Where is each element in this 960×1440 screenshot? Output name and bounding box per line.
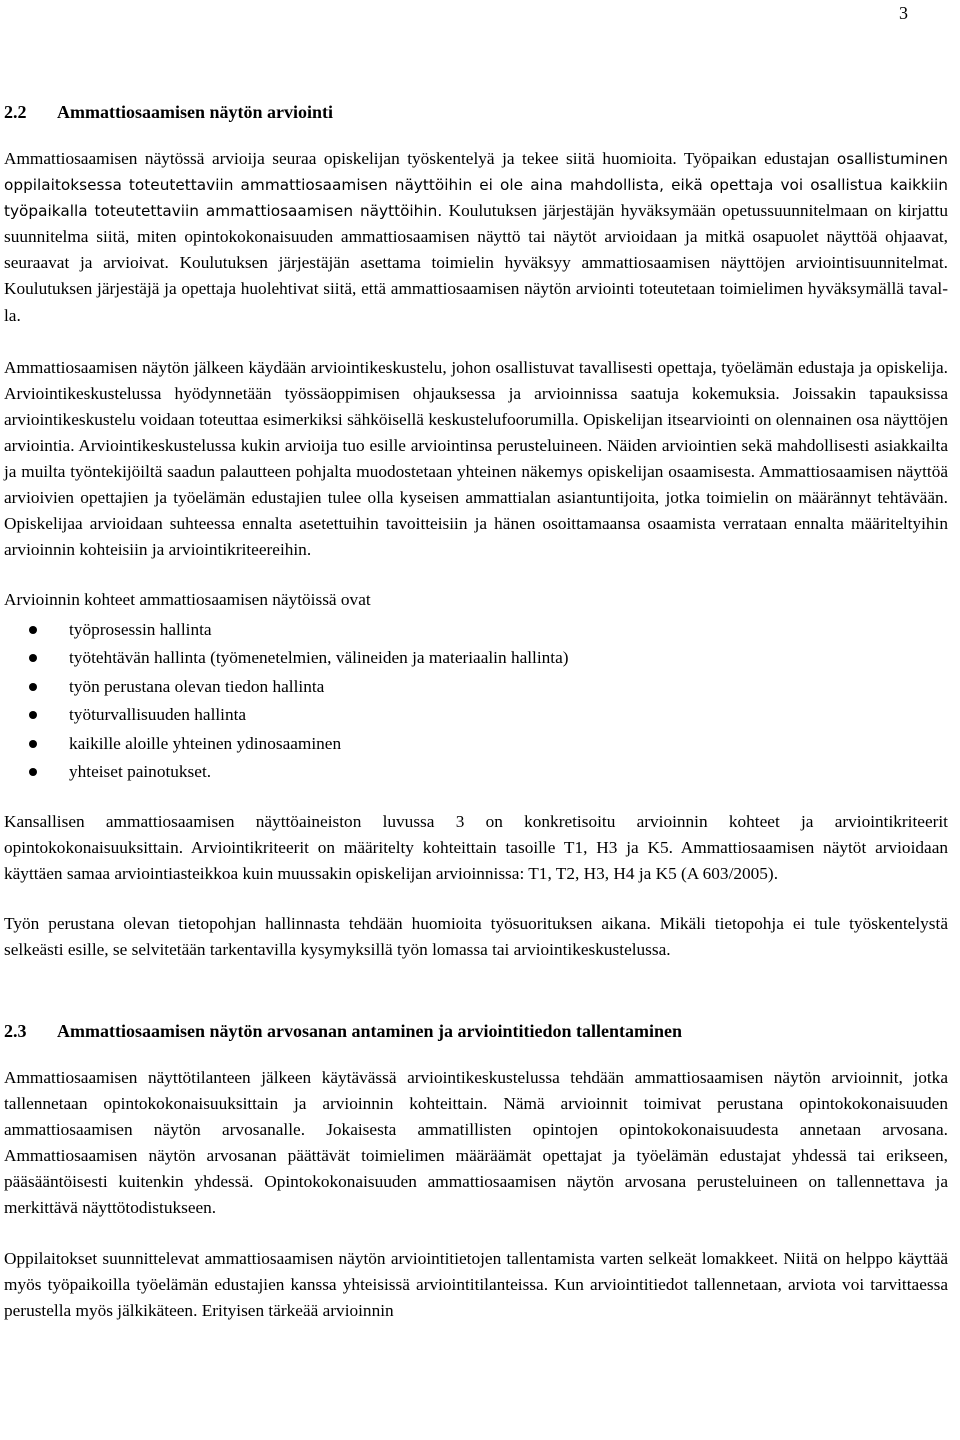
- list-item: työprosessin hallinta: [4, 616, 948, 645]
- page-number: 3: [899, 3, 908, 23]
- section-heading-2-2: [4, 100, 948, 124]
- list-intro: Arvioinnin kohteet ammattiosaamisen näytöissä ovat: [4, 590, 371, 610]
- section-title: Ammattiosaamisen näytön arviointi: [57, 102, 333, 122]
- paragraph-text: Koulutuksen järjestäjän hyväksymään opetussuunnitelmaan on kirjattu suunnitelma siitä, miten opintokokonaisuuden ammattiosaamisen näyttö tai näytöt arvioidaan ja mitkä osapuolet näyttöä ohjaavat, seuraavat ja arvioivat. Koulutuksen järjestäjän asettama toimielin hyväksyy ammattiosaamisen näyttöjen arviointisuunnitelmat. Koulutuksen järjestäjä ja opettaja huolehtivat siitä, että ammattiosaamisen näytön arviointi toteutetaan toimielimen hyväksymällä tavalla.: [4, 201, 948, 325]
- paragraph: Kansallisen ammattiosaamisen näyttöaineiston luvussa 3 on konkretisoitu arvioinnin kohteet ja arviointikriteerit opintokokonaisuuksittain. Arviointikriteerit on määritelty kohteittain tasoille T1, H3 ja K5. Ammattiosaamisen näytöt arvioidaan käyttäen samaa arviointiasteikkoa kuin muussakin opiskelijan arvioinnissa: T1, T2, H3, H4 ja K5 (A 603/2005).: [4, 811, 948, 883]
- paragraph-text: Ammattiosaamisen näytössä arvioija seuraa opiskelijan työskentelyä ja tekee siitä huomioita. Työpaikan edustajan: [4, 149, 830, 168]
- paragraph-text-sans: osallistuminen oppilaitoksessa toteutettaviin ammattiosaamisen näyttöihin ei ole aina mahdollista, eikä opettaja voi osallistua kaikkiin työpaikalla toteutettaviin ammattiosaamisen näyttöihin.: [4, 150, 948, 221]
- paragraph: Oppilaitokset suunnittelevat ammattiosaamisen näytön arviointitietojen tallentamista varten selkeät lomakkeet. Niitä on helppo käyttää myös työpaikoilla työelämän edustajien kanssa yhteisissä arviointitilanteissa. Kun arviointitiedot tallennetaan, arviota voi tarvittaessa perustella myös jälkikäteen. Erityisen tärkeää arvioinnin: [4, 1248, 948, 1320]
- list-item: työn perustana olevan tiedon hallinta: [4, 673, 948, 702]
- bullet-icon: [29, 626, 37, 634]
- bullet-icon: [29, 740, 37, 748]
- paragraph: Työn perustana olevan tietopohjan hallinnasta tehdään huomioita työsuorituksen aikana. Mikäli tietopohja ei tule työskentelystä selkeästi esille, se selvitetään tarkentavilla kysymyksillä työn lomassa tai arviointikeskustelussa.: [4, 913, 948, 959]
- paragraph: Ammattiosaamisen näyttötilanteen jälkeen käytävässä arviointikeskustelussa tehdään ammattiosaamisen näytön arvioinnit, jotka tallennetaan opintokokonaisuuksittain ja arvioinnin kohteittain. Nämä arvioinnit toimivat perustana opintokokonaisuuden ammattiosaamisen näytön arvosanalle. Jokaisesta ammatillisten opintojen opintokokonaisuudesta annetaan arvosana. Ammattiosaamisen näytön arvosanan päättävät toimielimen määräämät opettajat ja työelämän edustajat yhdessä tai erikseen, pääsääntöisesti kuitenkin yhdessä. Opintokokonaisuuden ammattiosaamisen näytön arvosana perusteluineen on tallennettava ja merkittävä näyttötodistukseen.: [4, 1067, 948, 1218]
- bullet-icon: [29, 768, 37, 776]
- bullet-icon: [29, 654, 37, 662]
- bullet-icon: [29, 711, 37, 719]
- assessment-targets-list: [4, 616, 948, 787]
- section-title: Ammattiosaamisen näytön arvosanan antaminen ja arviointitiedon tallentaminen: [57, 1020, 683, 1041]
- list-item: työturvallisuuden hallinta: [4, 701, 948, 730]
- list-item: kaikille aloille yhteinen ydinosaaminen: [4, 730, 948, 759]
- paragraph: [4, 146, 948, 329]
- bullet-icon: [29, 683, 37, 691]
- list-item: työtehtävän hallinta (työmenetelmien, välineiden ja materiaalin hallinta): [4, 644, 948, 673]
- section-number: 2.3: [4, 1020, 27, 1041]
- list-item: yhteiset painotukset.: [4, 758, 948, 787]
- section-heading-2-3: [4, 1019, 948, 1043]
- section-number: 2.2: [4, 102, 27, 122]
- paragraph: Ammattiosaamisen näytön jälkeen käydään arviointikeskustelu, johon osallistuvat tavallisesti opettaja, työelämän edustaja ja opiskelija. Arviointikeskustelussa hyödynnetään työssäoppimisen ohjauksessa ja arvioinnissa saatuja kokemuksia. Joissakin tapauksissa arviointikeskustelu voidaan toteuttaa esimerkiksi sähköisellä keskustelufoorumilla. Opiskelijan itsearviointi on olennainen osa näyttöjen arviointia. Arviointikeskustelussa kukin arvioija tuo esille arviointinsa perusteluineen. Näiden arviointien sekä mahdollisesti asiakkailta ja muilta työntekijöiltä saadun palautteen pohjalta muodostetaan yhteinen näkemys opiskelijan osaamisesta. Ammattiosaamisen näyttöä arvioivien opettajien ja työelämän edustajien tulee olla kyseisen ammattialan asiantuntijoita, jotka toimielin on määrännyt tehtävään. Opiskelijaa arvioidaan suhteessa ennalta asetettuihin tavoitteisiin ja hänen osoittamaansa osaamista verrataan ennalta määriteltyihin arvioinnin kohteisiin ja arviointikriteereihin.: [4, 357, 948, 560]
- page-content: [4, 100, 948, 1324]
